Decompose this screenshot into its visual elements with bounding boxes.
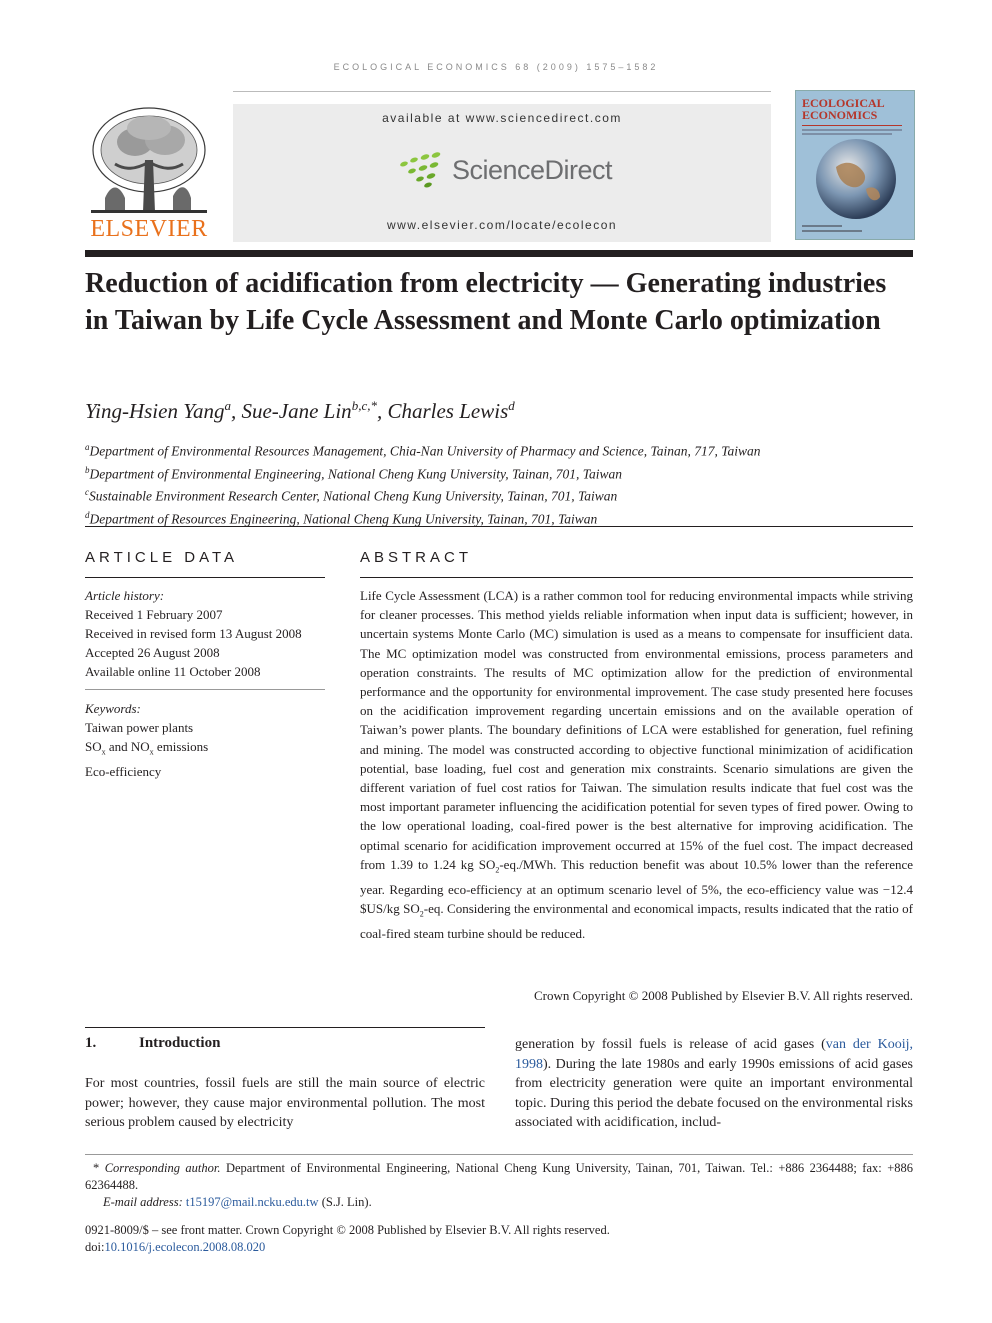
journal-homepage-link[interactable]: www.elsevier.com/locate/ecolecon	[386, 218, 618, 232]
email-link[interactable]: t15197@mail.ncku.edu.tw	[185, 1195, 319, 1209]
author-name[interactable]: Sue-Jane Lin	[241, 399, 352, 423]
doi-line: doi:10.1016/j.ecolecon.2008.08.020	[85, 1240, 266, 1254]
header-rule	[233, 91, 771, 92]
affiliation-rule	[85, 526, 913, 527]
keywords-rule	[85, 689, 325, 690]
keyword-item: $SO_x$ and $NO_x$ emissions	[85, 739, 209, 757]
author-affil-mark: b,c,*	[351, 398, 377, 413]
sciencedirect-logo[interactable]	[398, 150, 612, 190]
keyword-item: Taiwan power plants	[85, 720, 194, 735]
intro-rule	[85, 1027, 485, 1028]
article-history	[85, 586, 325, 681]
journal-header: ECOLOGICAL ECONOMICS 68 (2009) 1575–1582	[333, 62, 659, 72]
copyright-line: Crown Copyright © 2008 Published by Elsevier B.V. All rights reserved.	[533, 988, 913, 1003]
history-item: Available online 11 October 2008	[85, 664, 261, 679]
keyword-item: Eco-efficiency	[85, 763, 162, 779]
front-matter-info	[85, 1222, 913, 1256]
intro-left-paragraph: For most countries, fossil fuels are still the main source of electric power; however, they cause major environmental pollution. The most serious problem caused by electricity	[85, 1076, 485, 1130]
article-title: Reduction of acidification from electricity — Generating industries in Taiwan by Life Cycle Assessment and Monte Carlo optimization	[85, 268, 887, 336]
abstract-heading: ABSTRACT	[360, 549, 473, 566]
cover-title-line2: ECONOMICS	[802, 108, 878, 122]
journal-cover	[795, 90, 915, 240]
history-item: Accepted 26 August 2008	[85, 645, 220, 660]
history-item: Received in revised form 13 August 2008	[85, 626, 302, 641]
cover-title-line1: ECOLOGICAL	[802, 96, 885, 110]
author-name[interactable]: Charles Lewis	[387, 399, 509, 423]
issn-line: 0921-8009/$ – see front matter. Crown Copyright © 2008 Published by Elsevier B.V. All rights reserved.	[85, 1223, 610, 1237]
author-name[interactable]: Ying-Hsien Yang	[85, 399, 225, 423]
keywords-label: Keywords:	[85, 701, 141, 716]
article-data-heading: ARTICLE DATA	[85, 549, 239, 566]
corresponding-author-footnote: * Corresponding author. Department of Environmental Engineering, National Cheng Kung University, Tainan, 701, Taiwan. Tel.: +886 2364488; fax: +886 62364488. E-mail address: t15197@mail.ncku.edu.tw (S.J. Lin).	[85, 1161, 913, 1209]
abstract-text: Life Cycle Assessment (LCA) is a rather common tool for reducing environmental impacts while striving for cleaner processes. This method yields reliable information when input data is sufficient; however, in uncertain systems Monte Carlo (MC) simulation is used as a means to compensate for insufficient data. The MC optimization model was constructed from environmental emissions, process parameters and operation constraints. The results of MC optimization allow for the prediction of environmental performance and the opportunity for environmental improvement. The case study presented here focuses on the acidification improvement regarding uncertain emissions and on the available operation of Taiwan’s power plants. The boundary definitions of LCA were established for generation, fuel refining and mining. The model was constructed according to objective functional minimization of acidification potential, base loading, fuel cost and generation mix constraints. Scenario simulations are given the different variation of fuel cost ratios for Taiwan. The simulation results indicate that fuel cost was the most important parameter influencing the acidification potential for seven types of fired power. Owing to the low operational loading, coal-fired power is the best alternative for improving acidification. The optimal scenario for acidification improvement occurred at 15% of the fuel cost. The impact decreased from 1.39 to 1.24 kg $SO_2-eq$./MWh. This reduction benefit was about 10.5% lower than the reference year. Regarding eco-efficiency at an optimum scenario level of 5%, the eco-efficiency value was −12.4 $US/kg $SO_2-eq$. Considering the environmental and economical impacts, results indicated that the ratio of coal-fired steam turbine should be reduced.	[360, 588, 914, 941]
sciencedirect-wordmark: ScienceDirect	[452, 154, 613, 185]
section-number: 1.	[85, 1035, 97, 1051]
doi-link[interactable]: 10.1016/j.ecolecon.2008.08.020	[104, 1240, 266, 1254]
affiliation-item: $^c$Sustainable Environment Research Center, National Cheng Kung University, Tainan, 701, Taiwan	[85, 487, 618, 504]
masthead-rule	[85, 250, 913, 257]
section-heading	[85, 1035, 220, 1052]
author-affil-mark: a	[224, 398, 231, 413]
elsevier-wordmark: ELSEVIER	[90, 216, 208, 242]
author-list: Ying-Hsien Yang$^a$, Sue-Jane Lin$^{b,c,*}$, Charles Lewis$^d$	[85, 398, 515, 423]
affiliation-item: $^a$Department of Environmental Resources Management, Chia-Nan University of Pharmacy and Science, Tainan, 717, Taiwan	[85, 442, 761, 459]
abstract-rule	[360, 577, 913, 578]
section-title: Introduction	[139, 1035, 221, 1051]
intro-right-paragraph: generation by fossil fuels is release of acid gases (van der Kooij, 1998). During the late 1980s and early 1990s emissions of acid gases from electricity generation were quite an important environmental topic. During this period the debate focused on the environmental risks associated with acidification, includ-	[515, 1037, 913, 1130]
article-data-rule	[85, 577, 325, 578]
author-affil-mark: d	[508, 398, 515, 413]
history-label: Article history:	[85, 588, 165, 603]
elsevier-logo	[85, 100, 213, 242]
keywords-block	[85, 699, 325, 781]
citation-link[interactable]: van der Kooij, 1998	[515, 1037, 913, 1072]
sciencedirect-dots-icon	[398, 150, 446, 190]
history-item: Received 1 February 2007	[85, 607, 223, 622]
affiliation-item: $^d$Department of Resources Engineering, National Cheng Kung University, Tainan, 701, Taiwan	[85, 509, 598, 526]
affiliation-list	[85, 438, 915, 528]
affiliation-item: $^b$Department of Environmental Engineering, National Cheng Kung University, Tainan, 701, Taiwan	[85, 464, 622, 481]
footnote-rule	[85, 1154, 913, 1155]
globe-icon	[806, 137, 906, 221]
sciencedirect-availability[interactable]: available at www.sciencedirect.com	[382, 111, 622, 125]
